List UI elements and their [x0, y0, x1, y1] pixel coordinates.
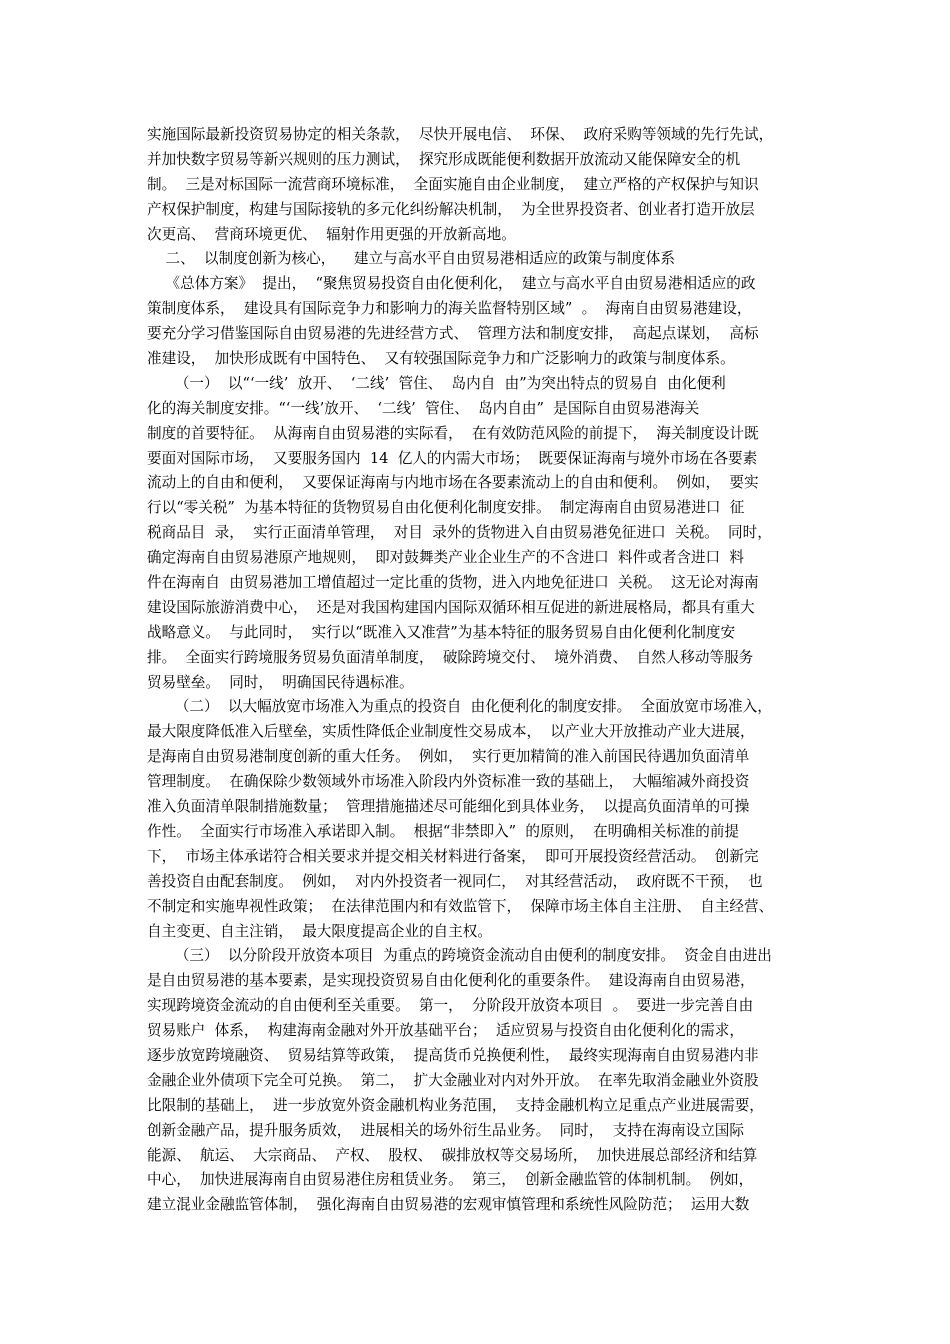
text-line: 二、 以制度创新为核心， 建立与高水平自由贸易港相适应的政策与制度体系: [147, 250, 675, 268]
text-line: （三） 以分阶段开放资本项目 为重点的跨境资金流动自由便利的制度安排。 资金自由进出: [147, 947, 772, 965]
text-line: 行以“零关税” 为基本特征的货物贸易自由化便利化制度安排。 制定海南自由贸易港进口 征: [147, 499, 745, 517]
text-line: 次更高、 营商环境更优、 辐射作用更强的开放新高地。: [147, 225, 516, 243]
text-line: 不制定和实施卑视性政策； 在法律范围内和有效监管下， 保障市场主体自主注册、 自主经营、: [147, 897, 774, 915]
text-line: 实施国际最新投资贸易协定的相关条款， 尽快开展电信、 环保、 政府采购等领域的先行先试，: [147, 126, 774, 143]
text-line: 并加快数字贸易等新兴规则的压力测试， 探究形成既能便利数据开放流动又能保障安全的机: [147, 150, 741, 168]
text-line: 作性。 全面实行市场准入承诺即入制。 根据“非禁即入” 的原则， 在明确相关标准的前提: [147, 822, 740, 840]
text-line: （二） 以大幅放宽市场准入为重点的投资自 由化便利化的制度安排。 全面放宽市场准入，: [147, 698, 772, 716]
document-body: [147, 123, 827, 1218]
text-line: 排。 全面实行跨境服务贸易负面清单制度， 破除跨境交付、 境外消费、 自然人移动等服务: [147, 648, 754, 666]
text-line: 建设国际旅游消费中心， 还是对我国构建国内国际双循环相互促进的新进展格局，都具有重大: [147, 598, 755, 616]
text-line: 管理制度。 在确保除少数领域外市场准入阶段内外资标准一致的基础上， 大幅缩减外商投资: [147, 773, 750, 791]
text-line: 策制度体系， 建设具有国际竞争力和影响力的海关监督特别区域” 。 海南自由贸易港建设，: [147, 300, 752, 318]
text-line: 贸易账户 体系， 构建海南金融对外开放基础平台； 适应贸易与投资自由化便利化的需求，: [147, 1022, 744, 1040]
text-line: 确定海南自由贸易港原产地规则， 即对鼓舞类产业企业生产的不含进口 料件或者含进口 料: [147, 549, 744, 567]
text-line: 是海南自由贸易港制度创新的重大任务。 例如， 实行更加精简的准入前国民待遇加负面清单: [147, 748, 750, 766]
text-line: 准建设， 加快形成既有中国特色、 又有较强国际竞争力和广泛影响力的政策与制度体系。: [147, 350, 735, 368]
text-line: 准入负面清单限制措施数量； 管理措施描述尽可能细化到具体业务， 以提高负面清单的可操: [147, 798, 750, 816]
text-line: 自主变更、自主注销， 最大限度提高企业的自主权。: [147, 922, 492, 940]
text-line: 制度的首要特征。 从海南自由贸易港的实际看， 在有效防范风险的前提下， 海关制度设计既: [147, 424, 759, 442]
text-line: 税商品目 录， 实行正面清单管理， 对目 录外的货物进入自由贸易港免征进口 关税。 同时，: [147, 524, 772, 542]
text-line: 产权保护制度，构建与国际接轨的多元化纠纷解决机制， 为全世界投资者、创业者打造开放层: [147, 200, 755, 218]
text-line: 建立混业金融监管体制， 强化海南自由贸易港的宏观审慎管理和系统性风险防范； 运用大数: [147, 1196, 750, 1214]
text-line: 流动上的自由和便利， 又要保证海南与内地市场在各要素流动上的自由和便利。 例如， 要实: [147, 474, 759, 492]
text-line: 能源、 航运、 大宗商品、 产权、 股权、 碳排放权等交易场所， 加快进展总部经济和结算: [147, 1146, 758, 1164]
text-line: 实现跨境资金流动的自由便利至关重要。 第一， 分阶段开放资本项目 。 要进一步完善自由: [147, 997, 754, 1015]
text-line: 要面对国际市场， 又要服务国内 14 亿人的内需大市场； 既要保证海南与境外市场在各要素: [147, 449, 758, 467]
text-line: 最大限度降低准入后壁垒，实质性降低企业制度性交易成本， 以产业大开放推动产业大进展，: [147, 723, 755, 741]
text-line: 《总体方案》 提出， “聚焦贸易投资自由化便利化， 建立与高水平自由贸易港相适应的政: [147, 275, 756, 293]
text-line: 下， 市场主体承诺符合相关要求并提交相关材料进行备案， 即可开展投资经营活动。 创新完: [147, 847, 759, 865]
text-line: 逐步放宽跨境融资、 贸易结算等政策， 提高货币兑换便利性， 最终实现海南自由贸易港内非: [147, 1046, 759, 1064]
text-line: 化的海关制度安排。“‘一线’放开、 ‘二线’ 管住、 岛内自由” 是国际自由贸易港海关: [147, 399, 700, 417]
text-line: 制。 三是对标国际一流营商环境标准， 全面实施自由企业制度， 建立严格的产权保护与知识: [147, 175, 759, 193]
text-line: 战略意义。 与此同时， 实行以“既准入又准营”为基本特征的服务贸易自由化便利化制度安: [147, 623, 736, 641]
text-line: 件在海南自 由贸易港加工增值超过一定比重的货物，进入内地免征进口 关税。 这无论对海南: [147, 574, 759, 592]
text-line: 善投资自由配套制度。 例如， 对内外投资者一视同仁， 对其经营活动， 政府既不干预， 也: [147, 872, 763, 890]
text-line: 创新金融产品，提升服务质效， 进展相关的场外衍生品业务。 同时， 支持在海南设立国际: [147, 1121, 744, 1139]
text-line: 比限制的基础上， 进一步放宽外资金融机构业务范围， 支持金融机构立足重点产业进展需要，: [147, 1096, 764, 1114]
text-line: 要充分学习借鉴国际自由贸易港的先进经营方式、 管理方法和制度安排， 高起点谋划， 高标: [147, 325, 759, 343]
text-line: （一） 以“‘一线’ 放开、 ‘二线’ 管住、 岛内自 由”为突出特点的贸易自 由化便利: [147, 374, 726, 392]
text-line: 金融企业外债项下完全可兑换。 第二， 扩大金融业对内对外开放。 在率先取消金融业外资股: [147, 1071, 759, 1089]
text-line: 是自由贸易港的基本要素，是实现投资贸易自由化便利化的重要条件。 建设海南自由贸易港，: [147, 972, 755, 990]
text-line: 贸易壁垒。 同时， 明确国民待遇标准。: [147, 673, 414, 691]
text-line: 中心， 加快进展海南自由贸易港住房租赁业务。 第三， 创新金融监管的体制机制。 例如，: [147, 1171, 754, 1189]
